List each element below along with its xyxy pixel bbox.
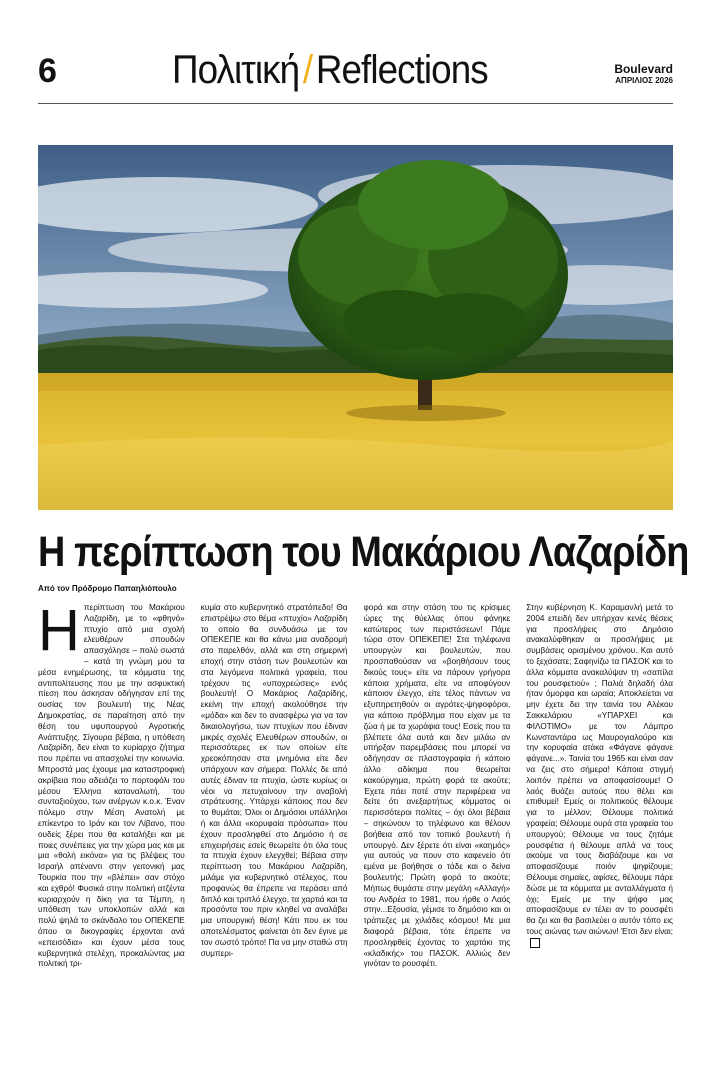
article-column-3 bbox=[364, 603, 511, 1043]
article-body bbox=[38, 603, 673, 1043]
column-4-body: Στην κυβέρνηση Κ. Καραμανλή μετά το 2004 επειδή δεν υπήρχαν κενές θέσεις για προσλήψεις στο Δημόσιο ανακαλύφθηκαν οι προσλήψεις με συμβάσεις ορισμένου χρόνου. Και αυτό το ξεχάσατε; Σαφηνίζω τα ΠΑΣΟΚ και το άλλα κόμματα ανακαλύψαν τη «σαπίλα του ρουσφετιού» ; Παλιά δηλαδή όλα ήταν όμορφα και ωραία; Αποκλείεται να μην έχετε δει την ταινία του Αλέκου Σακκελάριου «ΥΠΑΡΧΕΙ και ΦΙΛΟΤΙΜΟ» με τον Λάμπρο Κωνσταντάρα ως Μαυρογιαλούρο και την κορυφαία ατάκα «Φάγανε φάγανε φάγανε...». Ταινία του 1965 και είναι σαν να ζεις στο σήμερα! Κάποια στιγμή λοιπόν πρέπει να αποφασίσουμε! Ο λαός θυάζει αυτούς που θέλει και επιθυμεί! Εμείς οι πολιτικούς θέλουμε για το μέλλον; Θέλουμε πολιτικά γραφεία; Θέλουμε ουρά στα γραφεία του υπουργού; Θέλουμε να τους ζητάμε ρουσφέτια ή θέλουμε απλά να τους ακούμε να τους διαβάζουμε και να αποφασίζουμε ποιόν ψηφίζουμε; Θέλουμε σημαίες, αφίσες, θέλουμε πάρε δώσε με τα κόμματα με ανταλλάγματα ή όχι; Εμείς με την ψήφο μας αποφασίζουμε εν τέλει αν το ρουσφέτι θα ζει και θα βασιλεύει ο αυτόν τόπο εις τους αιώνας των αιώνων! Έτσι δεν είναι; bbox=[526, 603, 673, 936]
section-slash: / bbox=[302, 48, 313, 92]
section-title-greek: Πολιτική bbox=[172, 48, 300, 92]
issue-date: ΑΠΡΙΛΙΟΣ 2026 bbox=[615, 76, 673, 85]
column-3-text: φορά και στην στάση του τις κρίσιμες ώρες της θύελλας όπου φάνηκε κατώτερος των περιστάσεων! Πάμε τώρα στον ΟΠΕΚΕΠΕ! Στα τηλέφωνα υπουργών και βουλευτών, που προσπαθούσαν να «βοηθήσουν τους δικούς τους» είτε να πάρουν γρήγορα κάποια χρήματα, είτε να αποφύγουν κάποιον έλεγχο, είτε τέλος πάντων να εξυπηρετηθούν οι αγρότες-ψηφοφόροι, για κάποιο πρόβλημα που είχαν με τα ζώα ή με τα χωράφια τους! Εσείς που τα βλέπετε όλα αυτά και δεν μιλάω αν υπήρξαν παρεμβάσεις που μπορεί να οδήγησαν σε πλαστογραφία ή κάποιο άλλο αδίκημα που θεωρείται κακούργημα, πρώτη φορά τα ακούτε; Έχετε πάει ποτέ στην περιφέρεια να δείτε ότι ανεξαρτήτως κόμματος οι περισσότεροι πολίτες – όχι όλοι βέβαια – σηκώνουν το τηλέφωνο και θέλουν βοήθεια από τον τοπικό βουλευτή ή υπουργό. Δεν ξέρετε ότι είναι «καημός» για αυτούς να πουν στο καφενείο ότι εμένα με βοήθησε ο τάδε και ο δείνα βουλευτής; Πρώτη φορά το ακούτε; Μήπως θυμάστε στην μεγάλη «Αλλαγή» του Ανδρέα το 1981, που ήρθε ο Λαός στην...Εξουσία, γέμισε το δημόσιο και οι τράπεζες με χιλιάδες κόσμου! Με μια διαφορά βέβαια, τότε έπρεπε να προσληφθείς έχοντας το χαρτάκι της «κλαδικής» του ΠΑΣΟΚ. Αλλιώς δεν γινόταν το ρουσφέτι. bbox=[363, 603, 511, 969]
section-title-english: Reflections bbox=[315, 48, 488, 92]
article-headline: Η περίπτωση του Μακάριου Λαζαρίδη bbox=[38, 528, 689, 576]
column-2-text: κυμία στο κυβερνητικό στρατόπεδο! Θα επιστρέψω στο θέμα «πτυχίο» Λαζαρίδη το οποίο θα συνδυάσω με τον ΟΠΕΚΕΠΕ και θα κάνω μια αναδρομή στο παρελθόν, αλλά και στη σημερινή εποχή στην στάση των βουλευτών και στα λεγόμενα πολιτικά γραφεία, που τρέχουν τις «υποχρεώσεις» ενός βουλευτή! Ο Μακάριος Λαζαρίδης, εκείνη την εποχή ακολούθησε την «μόδα» και δεν το ανασφέρω για να τον δικαιολογήσω, των πτυχίων που έδιναν μικρές σχολές Ελευθέρων σπουδών, οι περισσότερες εκ των οποίων είτε χρεοκόπησαν στα μνημόνια είτε δεν υπάρχουν καν σήμερα. Πολλές δε από αυτές έδιναν τα πτυχία, ώστε κυρίως οι νέοι να πετυχαίνουν την αναβολή στράτευσης. Υπάρχει κάποιος που δεν το θυμάται; Όλοι οι Δημόσιοι υπάλληλοι ή και άλλα «κορυφαία πρόσωπα» που έχουν προσληφθεί στο Δημόσιο ή σε επιχειρήσεις εσείς θεωρείτε ότι όλα τους τα πτυχία έχουν ελεγχθεί; Βέβαια στην περίπτωση του Μακάριου Λαζαρίδη, μιλάμε για κυβερνητικό στέλεχος, που προφανώς θα έπρεπε να περάσει από διπλό και τριπλό έλεγχο, τα χαρτιά και τα προσόντα του πριν κληθεί να αναλάβει μια υπουργική θέση! Κάτι που εκ του αποτελέσματος φαίνεται ότι δεν έγινε με τον σωστό τρόπο! Πα να μην σταθώ στη συμπερι- bbox=[200, 603, 348, 958]
article-column-1 bbox=[38, 603, 185, 1043]
column-4-text bbox=[526, 603, 673, 949]
tree-field-image bbox=[38, 145, 673, 510]
page-header bbox=[0, 0, 711, 105]
section-title bbox=[172, 47, 488, 93]
page-number: 6 bbox=[38, 52, 57, 90]
drop-cap: Η bbox=[38, 603, 80, 663]
brand-name: Boulevard bbox=[614, 62, 673, 76]
article-photo bbox=[38, 145, 673, 510]
article-byline: Από τον Πρόδρομο Παπαηλιόπουλο bbox=[38, 584, 177, 593]
article-column-2 bbox=[201, 603, 348, 1043]
column-1-text: περίπτωση του Μακάριου Λαζαρίδη, με το «φθηνό» πτυχίο από μια σχολή ελευθέρων σπουδών απασχόλησε – πολύ σωστά – κατά τη γνώμη μου τα μέσα ενημέρωσης, τα κόμματα της αντιπολίτευσης που με την ασφυκτική πίεση που άσκησαν οδήγησαν επί της ουσίας τον βουλευτή της Νέας Δημοκρατίας, σε παραίτηση από την θέση του υφυπουργού Αγροτικής Ανάπτυξης. Σίγουρα βέβαια, η υπόθεση Λαζαρίδη, δεν είναι το κυρίαρχο ζήτημα που πρέπει να απασχολεί την κοινωνία. Μπροστά μας έχουμε μια καταστροφική ακρίβεια που αδειάζει το πορτοφόλι του μέσου Έλληνα καταναλωτή, του συνταξιούχου, των ανέργων κ.ο.κ. Έναν πόλεμο στην Μέση Ανατολή με επίκεντρο το Ιράν και τον Λίβανο, που ουδείς ξέρει που θα καταλήξει και με ποιες συνέπειες για την χώρα μας και με μια «θολή εικόνα» για τις βλέψεις του Ισραήλ απέναντι στην γειτονική μας Τουρκία που την «βλέπει» σαν στόχο και εχθρό! Φυσικά στην πολιτική ατζέντα κυριαρχούν η δίκη για τα Τέμπη, η υπόθεση των υποκλοπών αλλά και πολύ ψηλά το σκάνδαλο του ΟΠΕΚΕΠΕ όπου οι δικογραφίες έρχονται ανά «επεισόδια» και έχουν μέσα τους κυβερνητικά στελέχη, προκαλώντας μια πολιτική τρι- bbox=[38, 603, 185, 969]
publication-brand bbox=[614, 62, 673, 86]
end-of-article-icon bbox=[530, 938, 540, 948]
article-column-4 bbox=[526, 603, 673, 1043]
header-rule bbox=[38, 103, 673, 104]
